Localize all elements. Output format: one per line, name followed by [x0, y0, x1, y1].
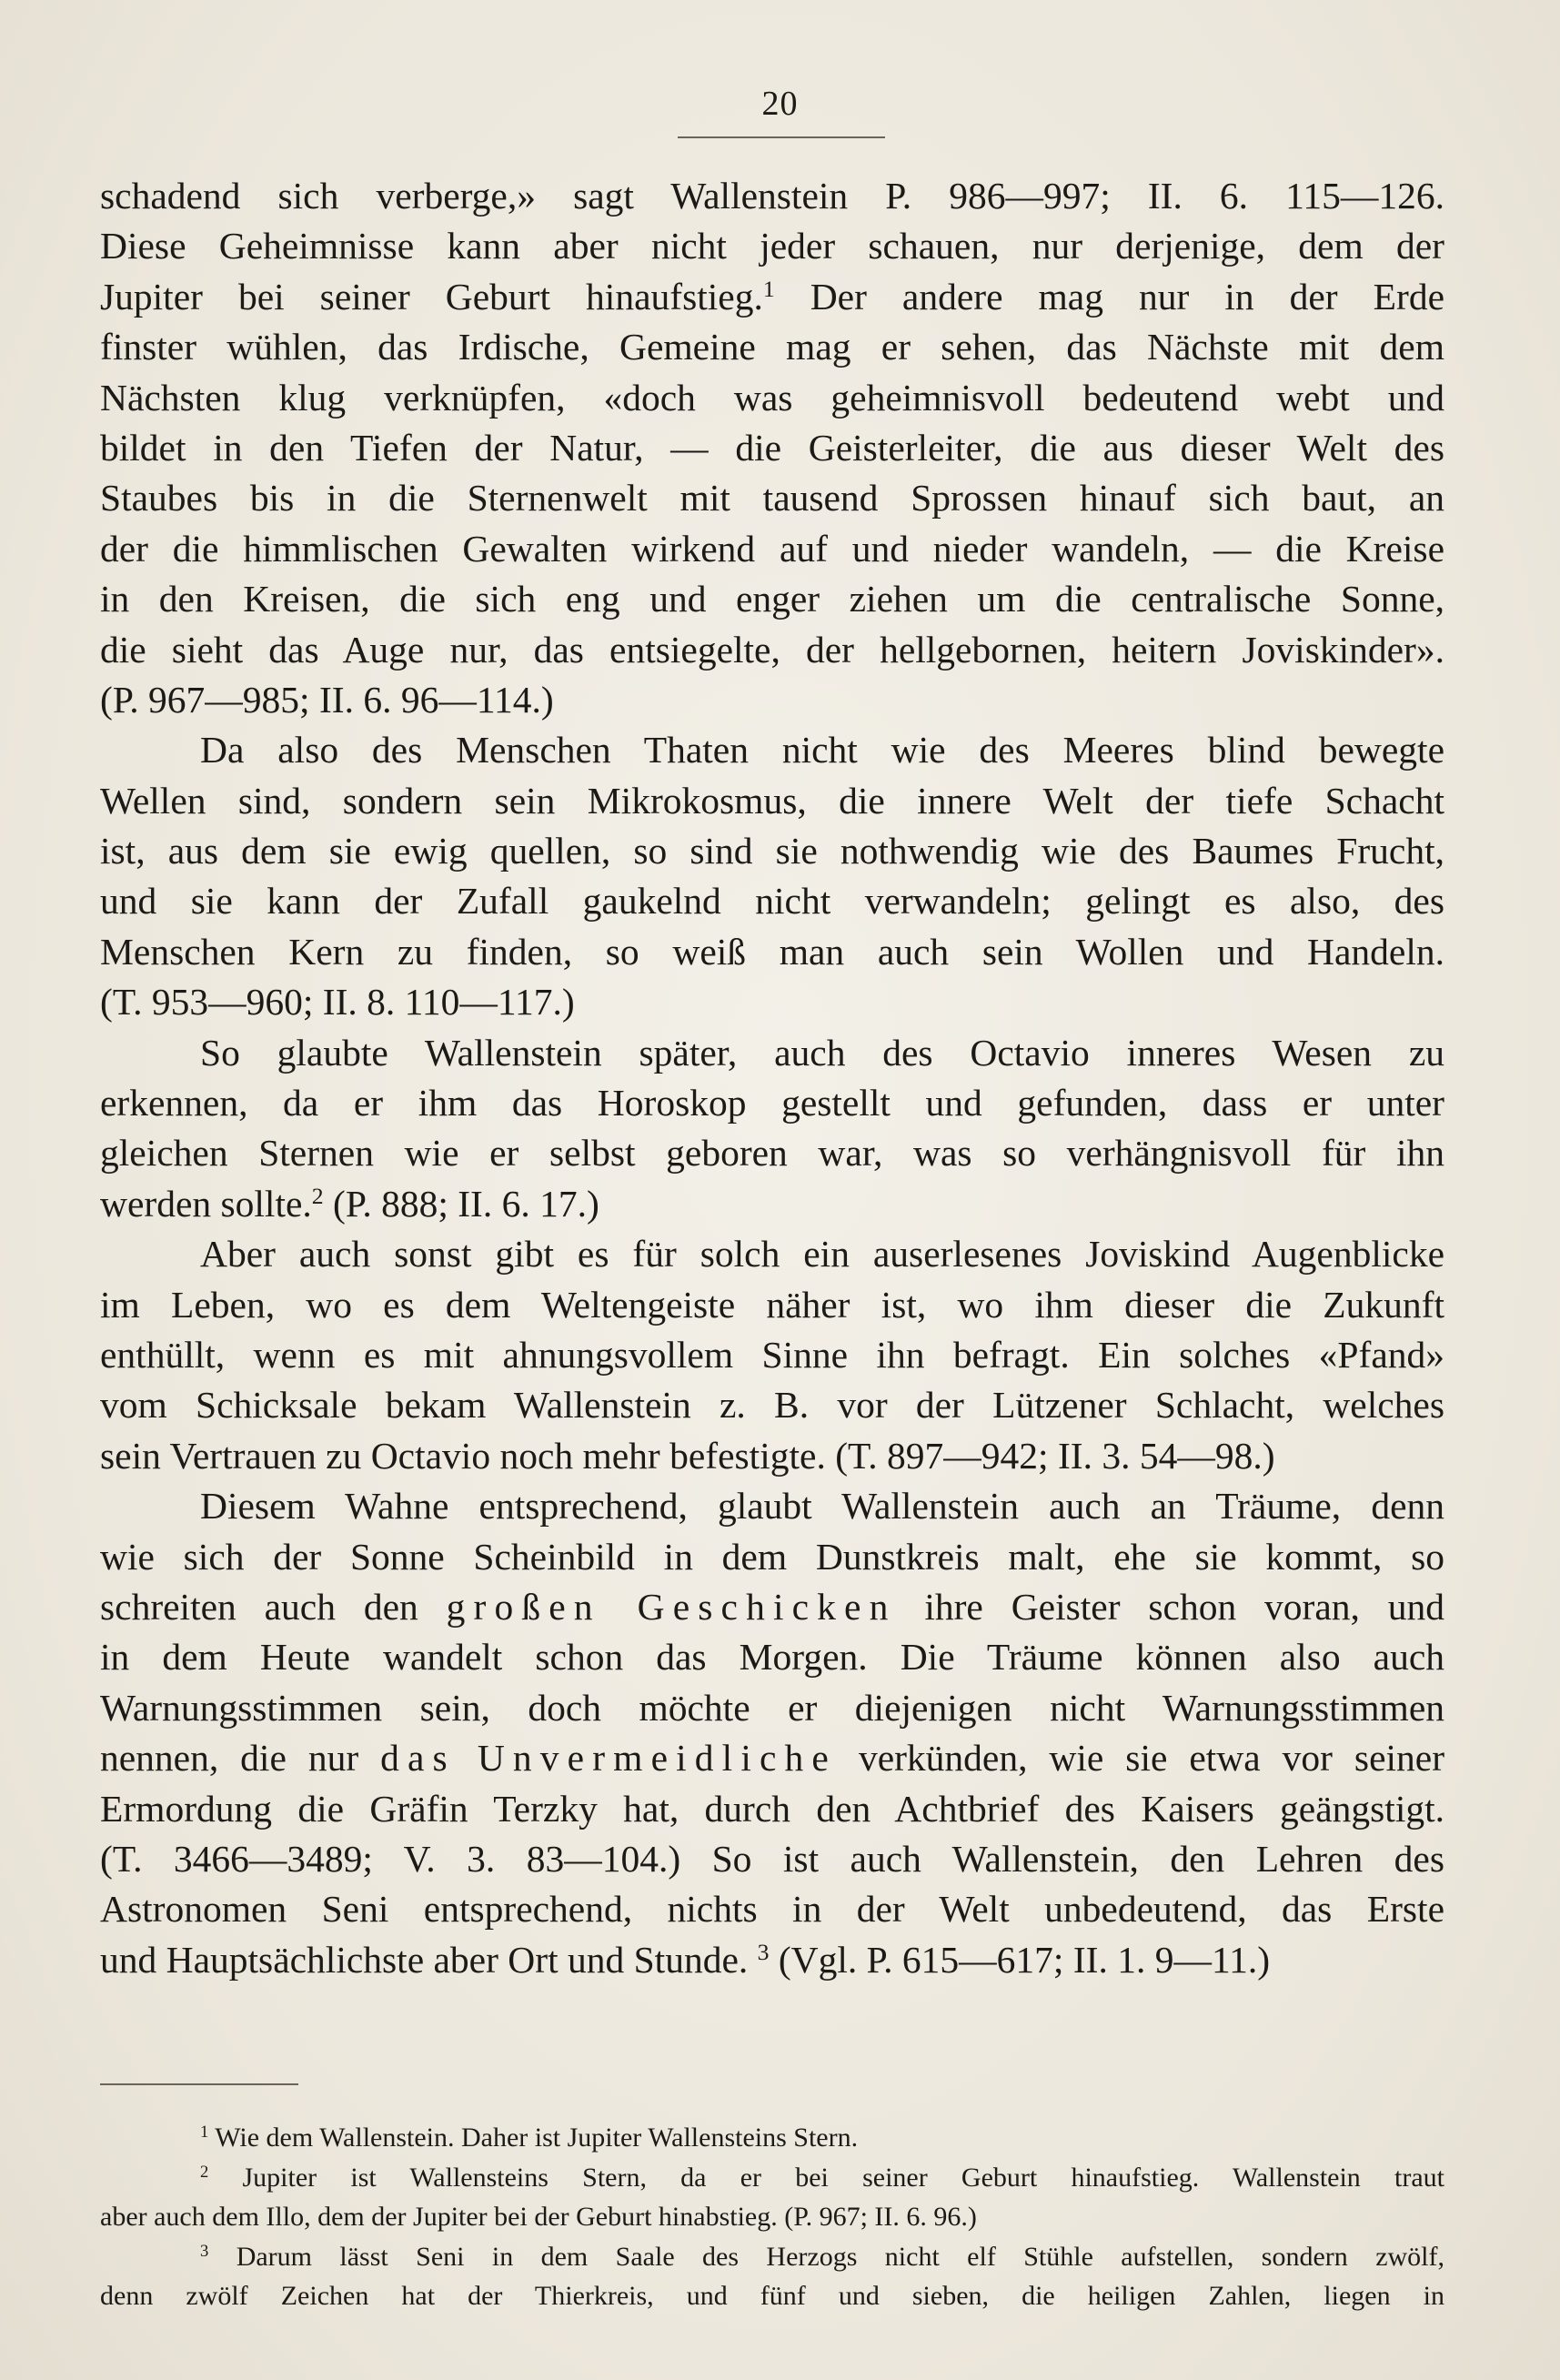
text-segment: und Hauptsächlichste aber Ort und Stunde. — [100, 1938, 749, 1981]
text-line: ist, aus dem sie ewig quellen, so sind sie nothwendig wie des Baumes Frucht, — [100, 830, 1444, 872]
text-line: der die himmlischen Gewalten wirkend auf und nieder wandeln, — die Kreise — [100, 527, 1444, 570]
text-line: Staubes bis in die Sternenwelt mit tausend Sprossen hinauf sich baut, an — [100, 477, 1444, 519]
text-line — [100, 1935, 1444, 1985]
footnote-text: Wie dem Wallenstein. Daher ist Jupiter Wallensteins Stern. — [208, 2123, 859, 2153]
footnote-mark: 3 — [200, 2241, 209, 2261]
page-number: 20 — [761, 85, 799, 123]
spaced-emphasis: Unvermeidliche — [477, 1737, 837, 1780]
text-line: und sie kann der Zufall gaukelnd nicht verwandeln; gelingt es also, des — [100, 880, 1444, 923]
header-rule — [678, 136, 885, 138]
footnote-text: Jupiter ist Wallensteins Stern, da er bei seiner Geburt hinaufstieg. Wallenstein traut — [208, 2162, 1444, 2193]
footnote-1 — [100, 2118, 1444, 2158]
text-line: in den Kreisen, die sich eng und enger ziehen um die centralische Sonne, — [100, 578, 1444, 620]
text-line: Diesem Wahne entsprechend, glaubt Wallenstein auch an Träume, denn — [200, 1485, 1444, 1528]
text-line: wie sich der Sonne Scheinbild in dem Dunstkreis malt, ehe sie kommt, so — [100, 1535, 1444, 1578]
footnote-rule — [100, 2083, 298, 2085]
text-line: (T. 953—960; II. 8. 110—117.) — [100, 981, 575, 1024]
text-line — [100, 1582, 1444, 1632]
footnote-3-continued: denn zwölf Zeichen hat der Thierkreis, und fünf und sieben, die heiligen Zahlen, liegen in — [100, 2281, 1444, 2311]
text-line: Menschen Kern zu finden, so weiß man auch sein Wollen und Handeln. — [100, 930, 1444, 973]
text-line: (T. 3466—3489; V. 3. 83—104.) So ist auch Wallenstein, den Lehren des — [100, 1837, 1444, 1880]
text-line: im Leben, wo es dem Weltengeiste näher ist, wo ihm dieser die Zukunft — [100, 1283, 1444, 1326]
text-line: gleichen Sternen wie er selbst geboren war, was so verhängnisvoll für ihn — [100, 1132, 1444, 1175]
text-line: Wellen sind, sondern sein Mikrokosmus, die innere Welt der tiefe Schacht — [100, 779, 1444, 822]
text-line — [100, 272, 1444, 322]
text-line: sein Vertrauen zu Octavio noch mehr befestigte. (T. 897—942; II. 3. 54—98.) — [100, 1434, 1275, 1477]
footnote-2-continued: aber auch dem Illo, dem der Jupiter bei der Geburt hinabstieg. (P. 967; II. 6. 96.) — [100, 2202, 977, 2232]
text-line: in dem Heute wandelt schon das Morgen. Die Träume können also auch — [100, 1636, 1444, 1679]
text-segment: (P. 888; II. 6. 17.) — [323, 1182, 599, 1225]
footnote-3 — [100, 2237, 1444, 2277]
footnote-text: Darum lässt Seni in dem Saale des Herzogs nicht elf Stühle aufstellen, sondern zwölf, — [208, 2241, 1444, 2272]
text-line: So glaubte Wallenstein später, auch des Octavio inneres Wesen zu — [200, 1031, 1444, 1074]
text-segment: schreiten auch den — [100, 1585, 418, 1628]
text-line: finster wühlen, das Irdische, Gemeine mag er sehen, das Nächste mit dem — [100, 326, 1444, 368]
text-line: Astronomen Seni entsprechend, nichts in der Welt unbedeutend, das Erste — [100, 1888, 1444, 1931]
text-line: Aber auch sonst gibt es für solch ein auserlesenes Joviskind Augenblicke — [200, 1233, 1444, 1276]
text-line: vom Schicksale bekam Wallenstein z. B. vor der Lützener Schlacht, welches — [100, 1384, 1444, 1427]
text-segment: werden sollte. — [100, 1182, 312, 1225]
footnote-ref: 1 — [762, 275, 775, 302]
text-line — [100, 1179, 1444, 1229]
text-segment: ihre Geister schon voran, und — [896, 1585, 1445, 1628]
text-line: Da also des Menschen Thaten nicht wie des Meeres blind bewegte — [200, 729, 1444, 771]
text-line: (P. 967—985; II. 6. 96—114.) — [100, 678, 554, 721]
footnote-ref: 2 — [311, 1182, 324, 1209]
text-line: enthüllt, wenn es mit ahnungsvollem Sinne ihn befragt. Ein solches «Pfand» — [100, 1333, 1444, 1376]
body-text — [100, 171, 1444, 1985]
text-line: Nächsten klug verknüpfen, «doch was geheimnisvoll bedeutend webt und — [100, 376, 1444, 419]
text-line: schadend sich verberge,» sagt Wallenstein P. 986—997; II. 6. 115—126. — [100, 175, 1444, 217]
footnote-ref: 3 — [757, 1938, 770, 1965]
text-line — [100, 1733, 1444, 1783]
text-line: Ermordung die Gräfin Terzky hat, durch den Achtbrief des Kaisers geängstigt. — [100, 1787, 1444, 1830]
spaced-emphasis: großen Geschicken — [446, 1585, 897, 1628]
text-segment: (Vgl. P. 615—617; II. 1. 9—11.) — [769, 1938, 1271, 1981]
text-line: die sieht das Auge nur, das entsiegelte, der hellgebornen, heitern Joviskinder». — [100, 628, 1444, 671]
text-segment: Der andere mag nur in der Erde — [774, 275, 1444, 318]
text-segment: Jupiter bei seiner Geburt hinaufstieg. — [100, 275, 763, 318]
text-line: Warnungsstimmen sein, doch möchte er diejenigen nicht Warnungsstimmen — [100, 1686, 1444, 1729]
text-line: Diese Geheimnisse kann aber nicht jeder schauen, nur derjenige, dem der — [100, 225, 1444, 267]
footnote-2 — [100, 2158, 1444, 2198]
text-line: erkennen, da er ihm das Horoskop gestellt und gefunden, dass er unter — [100, 1082, 1444, 1124]
footnote-mark: 2 — [200, 2162, 209, 2182]
spaced-emphasis: das — [380, 1737, 456, 1780]
footnotes — [100, 2118, 1444, 2316]
footnote-mark: 1 — [200, 2122, 209, 2142]
text-segment: verkünden, wie sie etwa vor seiner — [836, 1737, 1445, 1780]
text-segment: nennen, die nur — [100, 1737, 359, 1780]
text-line: bildet in den Tiefen der Natur, — die Geisterleiter, die aus dieser Welt des — [100, 426, 1444, 469]
